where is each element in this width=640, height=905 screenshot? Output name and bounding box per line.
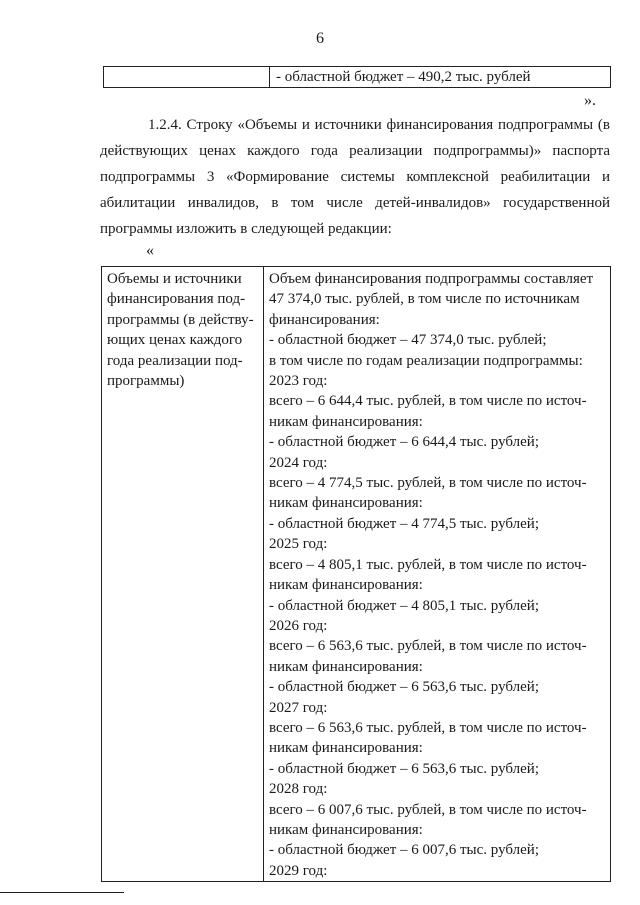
content-line: всего – 6 007,6 тыс. рублей, в том числе по источ- [269, 801, 587, 818]
content-line: никам финансирования: [269, 577, 423, 594]
content-line: никам финансирования: [269, 740, 423, 757]
content-line: 2023 год: [269, 373, 328, 390]
continuation-left-cell [104, 67, 270, 88]
label-line: программы (в действу- [107, 311, 254, 328]
table-row [102, 267, 611, 882]
content-line: никам финансирования: [269, 413, 423, 430]
content-line: - областной бюджет – 6 563,6 тыс. рублей; [269, 679, 539, 696]
amendment-paragraph: 1.2.4. Строку «Объемы и источники финансирования подпрограммы (в действующих ценах каждого года реализации подпрограммы)» паспорта подпрограммы 3 «Формирование системы комплексной реабилитации и абилитации инвалидов, в том числе детей-инвалидов» государственной программы изложить в следующей редакции: [100, 117, 610, 237]
content-line: - областной бюджет – 6 644,4 тыс. рублей; [269, 434, 539, 451]
content-line: 2026 год: [269, 617, 328, 634]
financing-content-cell [264, 267, 611, 882]
financing-label-cell [102, 267, 264, 882]
table-row [104, 67, 611, 88]
content-line: 2028 год: [269, 781, 328, 798]
content-line: всего – 6 563,6 тыс. рублей, в том числе по источ- [269, 638, 587, 655]
content-line: 2029 год: [269, 862, 328, 879]
content-line: всего – 6 563,6 тыс. рублей, в том числе по источ- [269, 719, 587, 736]
content-line: 2025 год: [269, 536, 328, 553]
content-line: никам финансирования: [269, 658, 423, 675]
content-line: Объем финансирования подпрограммы составляет [269, 271, 594, 287]
label-line: финансирования под- [107, 291, 246, 308]
content-line: никам финансирования: [269, 495, 423, 512]
content-line: 2027 год: [269, 699, 328, 716]
content-line: 2024 год: [269, 454, 328, 471]
content-line: всего – 6 644,4 тыс. рублей, в том числе по источ- [269, 393, 587, 410]
closing-quote: ». [584, 92, 596, 109]
content-line: всего – 4 805,1 тыс. рублей, в том числе по источ- [269, 556, 587, 573]
content-line: финансирования: [269, 311, 380, 328]
content-line: - областной бюджет – 6 007,6 тыс. рублей; [269, 842, 539, 859]
content-line: - областной бюджет – 4 805,1 тыс. рублей; [269, 597, 539, 614]
label-line: ющих ценах каждого [107, 332, 243, 349]
continuation-right-cell: - областной бюджет – 490,2 тыс. рублей [270, 67, 611, 88]
content-line: 47 374,0 тыс. рублей, в том числе по источникам [269, 291, 580, 308]
label-line: Объемы и источники [107, 271, 242, 287]
continuation-table [103, 66, 611, 88]
label-line: программы) [107, 373, 185, 390]
opening-quote: « [146, 242, 154, 259]
content-line: - областной бюджет – 4 774,5 тыс. рублей; [269, 515, 539, 532]
content-line: - областной бюджет – 6 563,6 тыс. рублей; [269, 760, 539, 777]
label-line: года реализации под- [107, 352, 243, 369]
page-number: 6 [316, 30, 324, 47]
footnote-divider [0, 892, 124, 893]
content-line: - областной бюджет – 47 374,0 тыс. рублей; [269, 332, 547, 349]
financing-table [101, 266, 611, 882]
content-line: никам финансирования: [269, 821, 423, 838]
content-line: всего – 4 774,5 тыс. рублей, в том числе по источ- [269, 475, 587, 492]
content-line: в том числе по годам реализации подпрограммы: [269, 352, 583, 369]
